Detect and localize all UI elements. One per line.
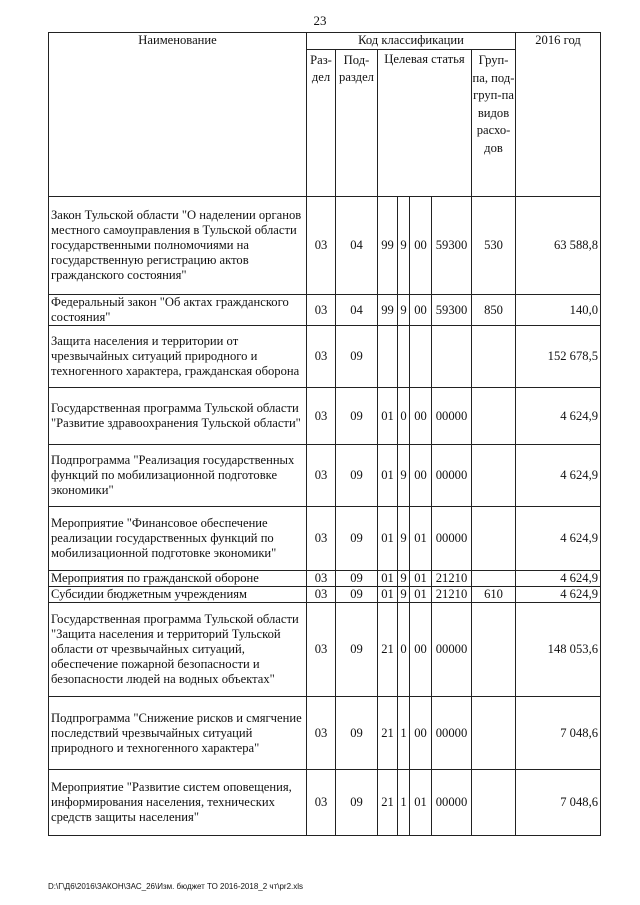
podrazdel-cell: 09 <box>336 326 378 388</box>
target-event-cell: 00 <box>410 603 432 697</box>
amount-cell: 63 588,8 <box>516 197 601 295</box>
row-name: Мероприятия по гражданской обороне <box>49 571 307 587</box>
row-name: Мероприятие "Финансовое обеспечение реализации государственных функций по мобилизационной подготовке экономики" <box>49 507 307 571</box>
razdel-cell: 03 <box>307 388 336 445</box>
target-program-cell: 01 <box>378 571 398 587</box>
target-subprogram-cell: 1 <box>398 697 410 770</box>
expense-group-cell <box>472 697 516 770</box>
target-event-cell <box>410 326 432 388</box>
expense-group-cell: 610 <box>472 587 516 603</box>
target-program-cell: 21 <box>378 603 398 697</box>
target-program-cell: 99 <box>378 197 398 295</box>
amount-cell: 140,0 <box>516 295 601 326</box>
row-name: Защита населения и территории от чрезвычайных ситуаций природного и техногенного характера, гражданская оборона <box>49 326 307 388</box>
razdel-cell: 03 <box>307 445 336 507</box>
podrazdel-cell: 04 <box>336 295 378 326</box>
target-direction-cell <box>432 326 472 388</box>
target-direction-cell: 00000 <box>432 697 472 770</box>
expense-group-cell <box>472 507 516 571</box>
target-subprogram-cell: 9 <box>398 587 410 603</box>
podrazdel-cell: 09 <box>336 388 378 445</box>
target-direction-cell: 00000 <box>432 770 472 836</box>
expense-group-cell: 530 <box>472 197 516 295</box>
target-program-cell: 01 <box>378 445 398 507</box>
target-program-cell: 21 <box>378 770 398 836</box>
row-name: Подпрограмма "Снижение рисков и смягчение последствий чрезвычайных ситуаций природного и техногенного характера" <box>49 697 307 770</box>
target-direction-cell: 00000 <box>432 507 472 571</box>
target-subprogram-cell: 9 <box>398 197 410 295</box>
table-row <box>49 571 601 587</box>
amount-cell: 4 624,9 <box>516 571 601 587</box>
target-direction-cell: 59300 <box>432 295 472 326</box>
table-row <box>49 445 601 507</box>
target-event-cell: 00 <box>410 388 432 445</box>
row-name: Субсидии бюджетным учреждениям <box>49 587 307 603</box>
target-program-cell: 01 <box>378 507 398 571</box>
row-name: Федеральный закон "Об актах гражданского состояния" <box>49 295 307 326</box>
table-row <box>49 603 601 697</box>
target-subprogram-cell: 0 <box>398 603 410 697</box>
podrazdel-cell: 09 <box>336 697 378 770</box>
amount-cell: 4 624,9 <box>516 388 601 445</box>
razdel-cell: 03 <box>307 770 336 836</box>
razdel-cell: 03 <box>307 507 336 571</box>
header-podrazdel: Под-раздел <box>336 50 378 197</box>
row-name: Закон Тульской области "О наделении органов местного самоуправления в Тульской области государственными полномочиями на государственную регистрацию актов гражданского состояния" <box>49 197 307 295</box>
row-name: Подпрограмма "Реализация государственных функций по мобилизационной подготовке экономики" <box>49 445 307 507</box>
target-event-cell: 00 <box>410 197 432 295</box>
expense-group-cell <box>472 326 516 388</box>
table-row <box>49 770 601 836</box>
amount-cell: 4 624,9 <box>516 507 601 571</box>
target-subprogram-cell <box>398 326 410 388</box>
table-row <box>49 295 601 326</box>
budget-table <box>48 32 601 836</box>
expense-group-cell <box>472 770 516 836</box>
podrazdel-cell: 09 <box>336 507 378 571</box>
target-direction-cell: 21210 <box>432 571 472 587</box>
target-event-cell: 00 <box>410 295 432 326</box>
expense-group-cell: 850 <box>472 295 516 326</box>
target-event-cell: 00 <box>410 697 432 770</box>
target-event-cell: 01 <box>410 571 432 587</box>
razdel-cell: 03 <box>307 295 336 326</box>
podrazdel-cell: 09 <box>336 603 378 697</box>
table-row <box>49 326 601 388</box>
podrazdel-cell: 04 <box>336 197 378 295</box>
table-row <box>49 388 601 445</box>
table-row <box>49 587 601 603</box>
expense-group-cell <box>472 571 516 587</box>
podrazdel-cell: 09 <box>336 571 378 587</box>
amount-cell: 148 053,6 <box>516 603 601 697</box>
header-classification: Код классификации <box>307 33 516 50</box>
target-program-cell: 99 <box>378 295 398 326</box>
expense-group-cell <box>472 603 516 697</box>
podrazdel-cell: 09 <box>336 445 378 507</box>
razdel-cell: 03 <box>307 326 336 388</box>
row-name: Государственная программа Тульской области "Развитие здравоохранения Тульской области" <box>49 388 307 445</box>
table-row <box>49 507 601 571</box>
target-direction-cell: 00000 <box>432 445 472 507</box>
target-direction-cell: 00000 <box>432 603 472 697</box>
target-event-cell: 01 <box>410 587 432 603</box>
header-target-article: Целевая статья <box>378 50 472 197</box>
expense-group-cell <box>472 388 516 445</box>
razdel-cell: 03 <box>307 197 336 295</box>
podrazdel-cell: 09 <box>336 770 378 836</box>
target-program-cell: 21 <box>378 697 398 770</box>
header-razdel: Раз-дел <box>307 50 336 197</box>
razdel-cell: 03 <box>307 587 336 603</box>
target-subprogram-cell: 9 <box>398 445 410 507</box>
header-group: Груп-па, под-груп-па видов расхо-дов <box>472 50 516 197</box>
amount-cell: 4 624,9 <box>516 445 601 507</box>
file-path-footer: D:\Г\Д6\2016\ЗАКОН\ЗАС_26\Изм. бюджет ТО 2016-2018_2 чт\pr2.xls <box>48 882 304 891</box>
table-body <box>49 197 601 836</box>
amount-cell: 7 048,6 <box>516 697 601 770</box>
target-direction-cell: 21210 <box>432 587 472 603</box>
target-subprogram-cell: 9 <box>398 507 410 571</box>
row-name: Мероприятие "Развитие систем оповещения, информирования населения, технических средств защиты населения" <box>49 770 307 836</box>
target-event-cell: 00 <box>410 445 432 507</box>
expense-group-cell <box>472 445 516 507</box>
amount-cell: 152 678,5 <box>516 326 601 388</box>
podrazdel-cell: 09 <box>336 587 378 603</box>
page-number: 23 <box>313 13 327 28</box>
razdel-cell: 03 <box>307 697 336 770</box>
row-name: Государственная программа Тульской области "Защита населения и территорий Тульской области от чрезвычайных ситуаций, обеспечение пожарной безопасности и безопасности людей на водных объектах" <box>49 603 307 697</box>
amount-cell: 4 624,9 <box>516 587 601 603</box>
razdel-cell: 03 <box>307 571 336 587</box>
target-direction-cell: 00000 <box>432 388 472 445</box>
target-program-cell <box>378 326 398 388</box>
header-name: Наименование <box>49 33 307 197</box>
target-subprogram-cell: 1 <box>398 770 410 836</box>
target-program-cell: 01 <box>378 388 398 445</box>
target-subprogram-cell: 0 <box>398 388 410 445</box>
table-row <box>49 197 601 295</box>
header-year: 2016 год <box>516 33 601 197</box>
amount-cell: 7 048,6 <box>516 770 601 836</box>
target-program-cell: 01 <box>378 587 398 603</box>
target-event-cell: 01 <box>410 770 432 836</box>
target-subprogram-cell: 9 <box>398 571 410 587</box>
target-subprogram-cell: 9 <box>398 295 410 326</box>
target-event-cell: 01 <box>410 507 432 571</box>
target-direction-cell: 59300 <box>432 197 472 295</box>
table-row <box>49 697 601 770</box>
razdel-cell: 03 <box>307 603 336 697</box>
